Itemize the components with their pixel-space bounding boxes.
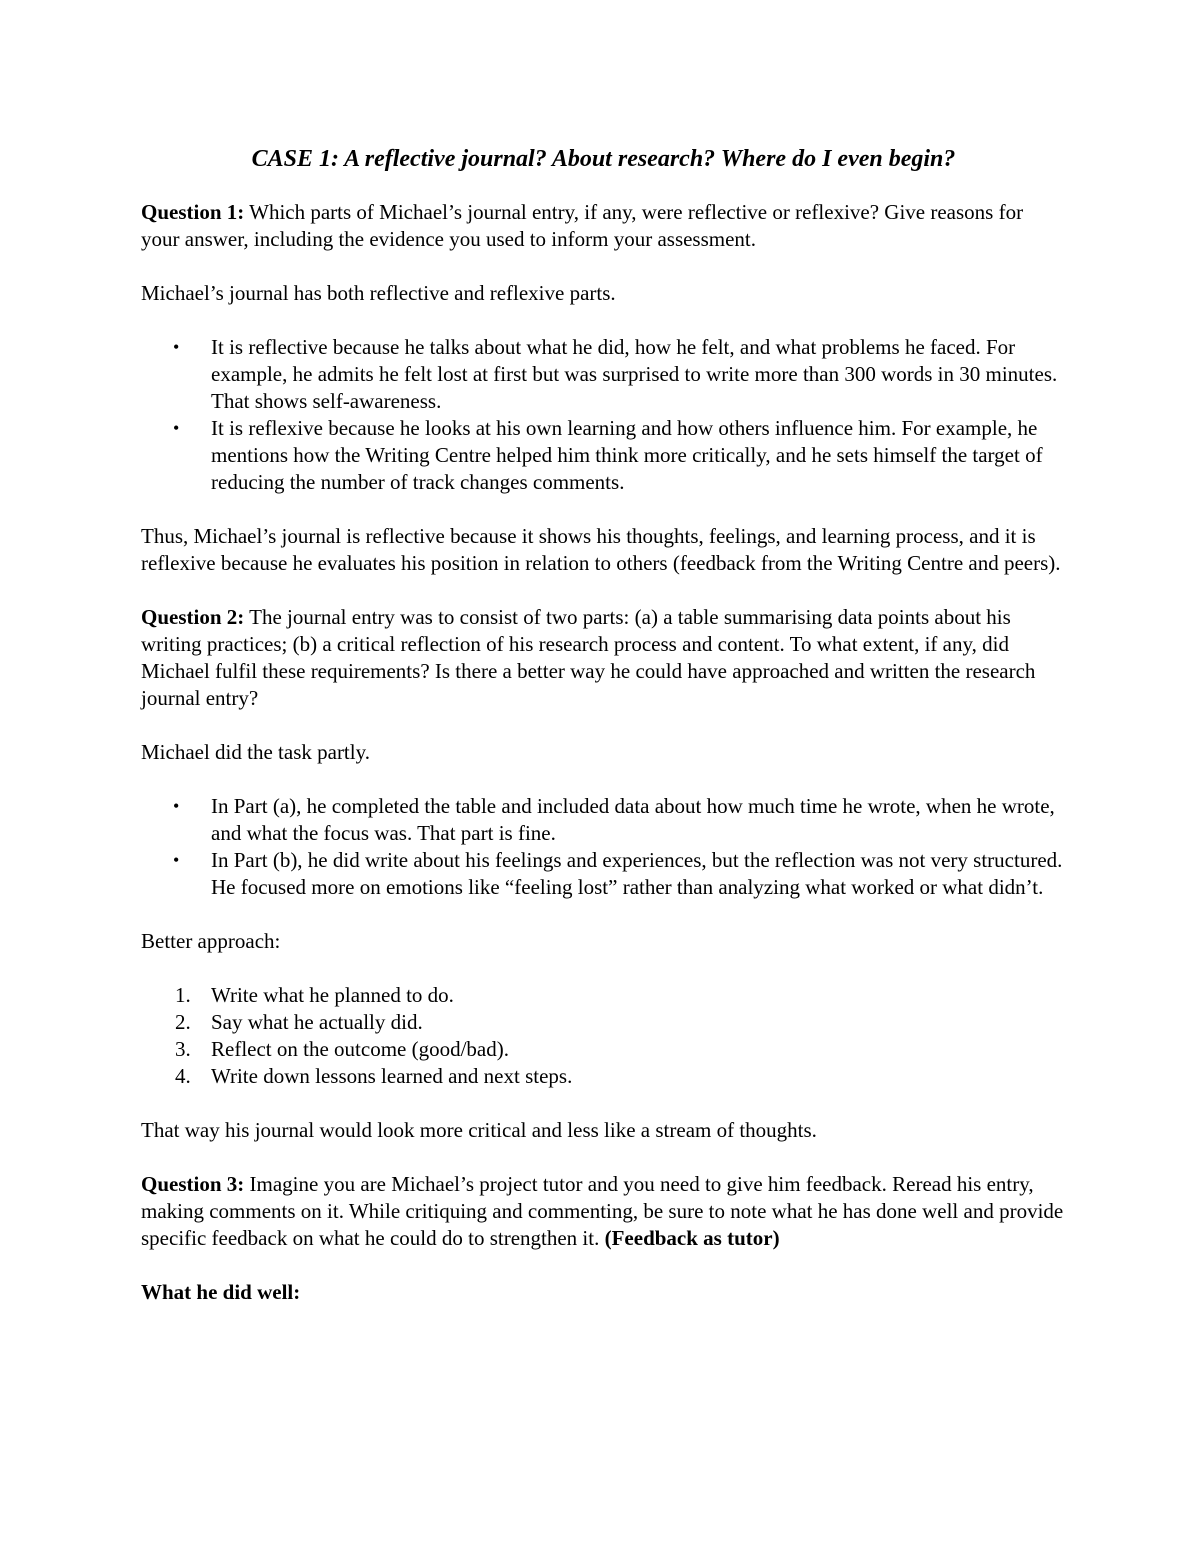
question-1-label: Question 1: <box>141 200 245 224</box>
question-1 <box>141 199 1066 253</box>
list-item: 3. Reflect on the outcome (good/bad). <box>175 1037 509 1061</box>
bullet-icon: • <box>173 796 180 816</box>
list-item: • It is reflective because he talks about what he did, how he felt, and what problems he faced. For example, he admits he felt lost at first but was surprised to write more than 300 words in 30 minutes. That shows self-awareness. <box>173 335 1058 413</box>
question-1-text: Which parts of Michael’s journal entry, if any, were reflective or reflexive? Give reasons for your answer, including the evidence you used to inform your assessment. <box>141 200 1024 251</box>
question-3 <box>141 1171 1066 1252</box>
did-well-heading: What he did well: <box>141 1280 301 1304</box>
list-item: • It is reflexive because he looks at his own learning and how others influence him. For example, he mentions how the Writing Centre helped him think more critically, and he sets himself the target of reducing the number of track changes comments. <box>173 416 1043 494</box>
list-item: 4. Write down lessons learned and next steps. <box>175 1064 573 1088</box>
question-2-text: The journal entry was to consist of two parts: (a) a table summarising data points about his writing practices; (b) a critical reflection of his research process and content. To what extent, if any, did Michael fulfil these requirements? Is there a better way he could have approached and written the research journal entry? <box>141 605 1036 710</box>
bullet-icon: • <box>173 337 180 357</box>
answer-1-intro: Michael’s journal has both reflective and reflexive parts. <box>141 281 616 305</box>
question-2 <box>141 604 1066 712</box>
question-3-bold-tail: (Feedback as tutor) <box>604 1226 780 1250</box>
list-item: 2. Say what he actually did. <box>175 1010 423 1034</box>
question-2-label: Question 2: <box>141 605 245 629</box>
answer-2-bullet-list <box>141 793 1066 901</box>
list-item: • In Part (b), he did write about his feelings and experiences, but the reflection was not very structured. He focused more on emotions like “feeling lost” rather than analyzing what worked or what didn’t. <box>173 848 1063 899</box>
question-3-text: Imagine you are Michael’s project tutor and you need to give him feedback. Reread his entry, making comments on it. While critiquing and commenting, be sure to note what he has done well and provide specific feedback on what he could do to strengthen it. <box>141 1172 1064 1250</box>
answer-2-conclusion: That way his journal would look more critical and less like a stream of thoughts. <box>141 1118 817 1142</box>
bullet-icon: • <box>173 418 180 438</box>
question-3-label: Question 3: <box>141 1172 245 1196</box>
bullet-icon: • <box>173 850 180 870</box>
better-approach-label: Better approach: <box>141 929 281 953</box>
better-approach-steps <box>141 982 1066 1090</box>
answer-1-bullet-list <box>141 334 1066 496</box>
case-title: CASE 1: A reflective journal? About research? Where do I even begin? <box>251 146 956 172</box>
answer-2-intro: Michael did the task partly. <box>141 740 370 764</box>
answer-1-conclusion: Thus, Michael’s journal is reflective because it shows his thoughts, feelings, and learning process, and it is reflexive because he evaluates his position in relation to others (feedback from the Writing Centre and peers). <box>141 524 1061 575</box>
list-item: • In Part (a), he completed the table and included data about how much time he wrote, when he wrote, and what the focus was. That part is fine. <box>173 794 1055 845</box>
list-item: 1. Write what he planned to do. <box>175 983 454 1007</box>
document-body <box>141 144 1066 1333</box>
